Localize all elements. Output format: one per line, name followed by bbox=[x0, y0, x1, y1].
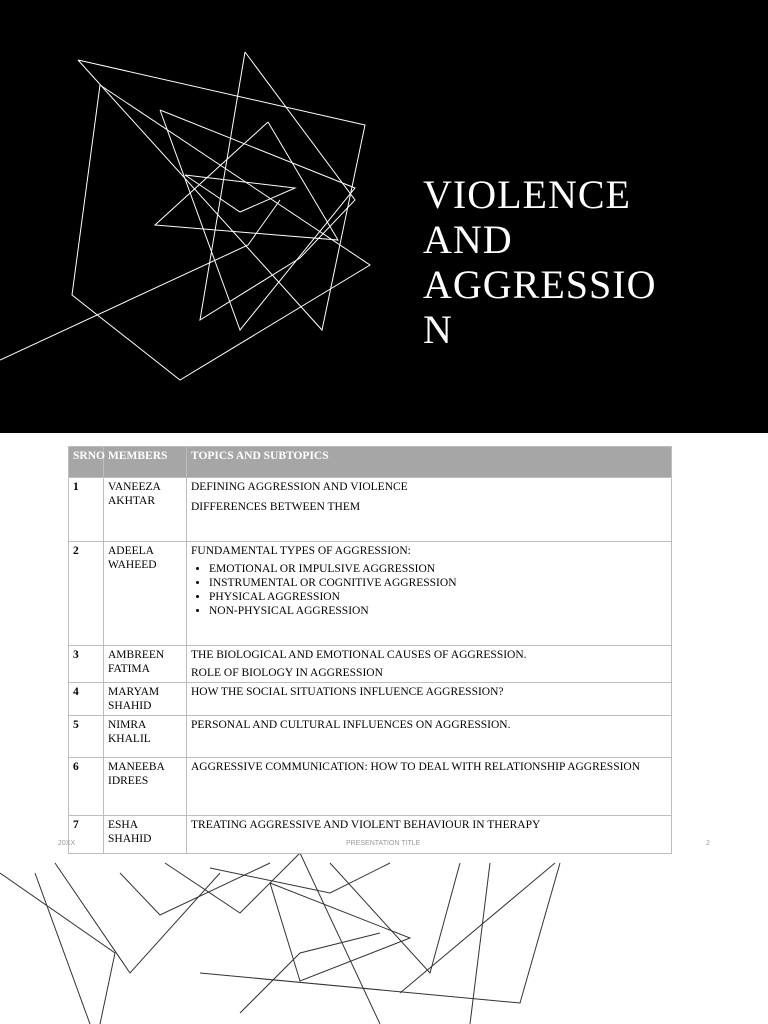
topic-text: PERSONAL AND CULTURAL INFLUENCES ON AGGRESSION. bbox=[191, 719, 511, 731]
title-slide bbox=[0, 0, 768, 433]
member-name: ESHA SHAHID bbox=[104, 816, 187, 854]
topic-text: FUNDAMENTAL TYPES OF AGGRESSION: bbox=[191, 545, 411, 557]
row-number: 6 bbox=[69, 758, 104, 816]
member-name: ADEELA WAHEED bbox=[104, 542, 187, 646]
table-header-row bbox=[69, 447, 672, 478]
topics-cell bbox=[187, 542, 672, 646]
header-members: MEMBERS bbox=[104, 447, 187, 478]
topic-text: DEFINING AGGRESSION AND VIOLENCE bbox=[191, 481, 408, 493]
member-name: NIMRA KHALIL bbox=[104, 716, 187, 758]
topic-text: TREATING AGGRESSIVE AND VIOLENT BEHAVIOUR IN THERAPY bbox=[191, 819, 541, 831]
footer-page-number: 2 bbox=[706, 840, 710, 847]
header-topics: TOPICS AND SUBTOPICS bbox=[187, 447, 672, 478]
topics-cell bbox=[187, 716, 672, 758]
topic-text: ROLE OF BIOLOGY IN AGGRESSION bbox=[191, 667, 383, 679]
table-row bbox=[69, 758, 672, 816]
topic-text: AGGRESSIVE COMMUNICATION: HOW TO DEAL WITH RELATIONSHIP AGGRESSION bbox=[191, 761, 641, 773]
topics-cell bbox=[187, 683, 672, 716]
slide-title: VIOLENCE AND AGGRESSIO N bbox=[423, 172, 657, 352]
footer-title: PRESENTATION TITLE bbox=[346, 840, 421, 847]
table-row bbox=[69, 478, 672, 542]
table-row bbox=[69, 716, 672, 758]
list-item: • INSTRUMENTAL OR COGNITIVE AGGRESSION bbox=[209, 576, 667, 590]
table-row bbox=[69, 816, 672, 854]
list-item: • NON-PHYSICAL AGGRESSION bbox=[209, 604, 667, 618]
member-name: MANEEBA IDREES bbox=[104, 758, 187, 816]
topic-text: DIFFERENCES BETWEEN THEM bbox=[191, 501, 361, 513]
row-number: 7 bbox=[69, 816, 104, 854]
member-name: VANEEZA AKHTAR bbox=[104, 478, 187, 542]
topic-text: HOW THE SOCIAL SITUATIONS INFLUENCE AGGRESSION? bbox=[191, 686, 504, 698]
list-item: • PHYSICAL AGGRESSION bbox=[209, 590, 667, 604]
topic-bullet-list bbox=[191, 562, 667, 618]
table-row bbox=[69, 683, 672, 716]
footer-year: 20XX bbox=[58, 840, 76, 847]
table-row bbox=[69, 542, 672, 646]
topic-text: THE BIOLOGICAL AND EMOTIONAL CAUSES OF AGGRESSION. bbox=[191, 649, 527, 661]
list-item: • EMOTIONAL OR IMPULSIVE AGGRESSION bbox=[209, 562, 667, 576]
member-name: MARYAM SHAHID bbox=[104, 683, 187, 716]
row-number: 4 bbox=[69, 683, 104, 716]
row-number: 2 bbox=[69, 542, 104, 646]
row-number: 1 bbox=[69, 478, 104, 542]
member-name: AMBREEN FATIMA bbox=[104, 646, 187, 683]
topics-cell bbox=[187, 758, 672, 816]
row-number: 3 bbox=[69, 646, 104, 683]
members-slide bbox=[0, 433, 768, 1024]
members-table bbox=[68, 446, 672, 854]
topics-cell bbox=[187, 816, 672, 854]
table-row bbox=[69, 646, 672, 683]
topics-cell bbox=[187, 478, 672, 542]
header-srno: SRNO bbox=[69, 447, 104, 478]
topics-cell bbox=[187, 646, 672, 683]
row-number: 5 bbox=[69, 716, 104, 758]
